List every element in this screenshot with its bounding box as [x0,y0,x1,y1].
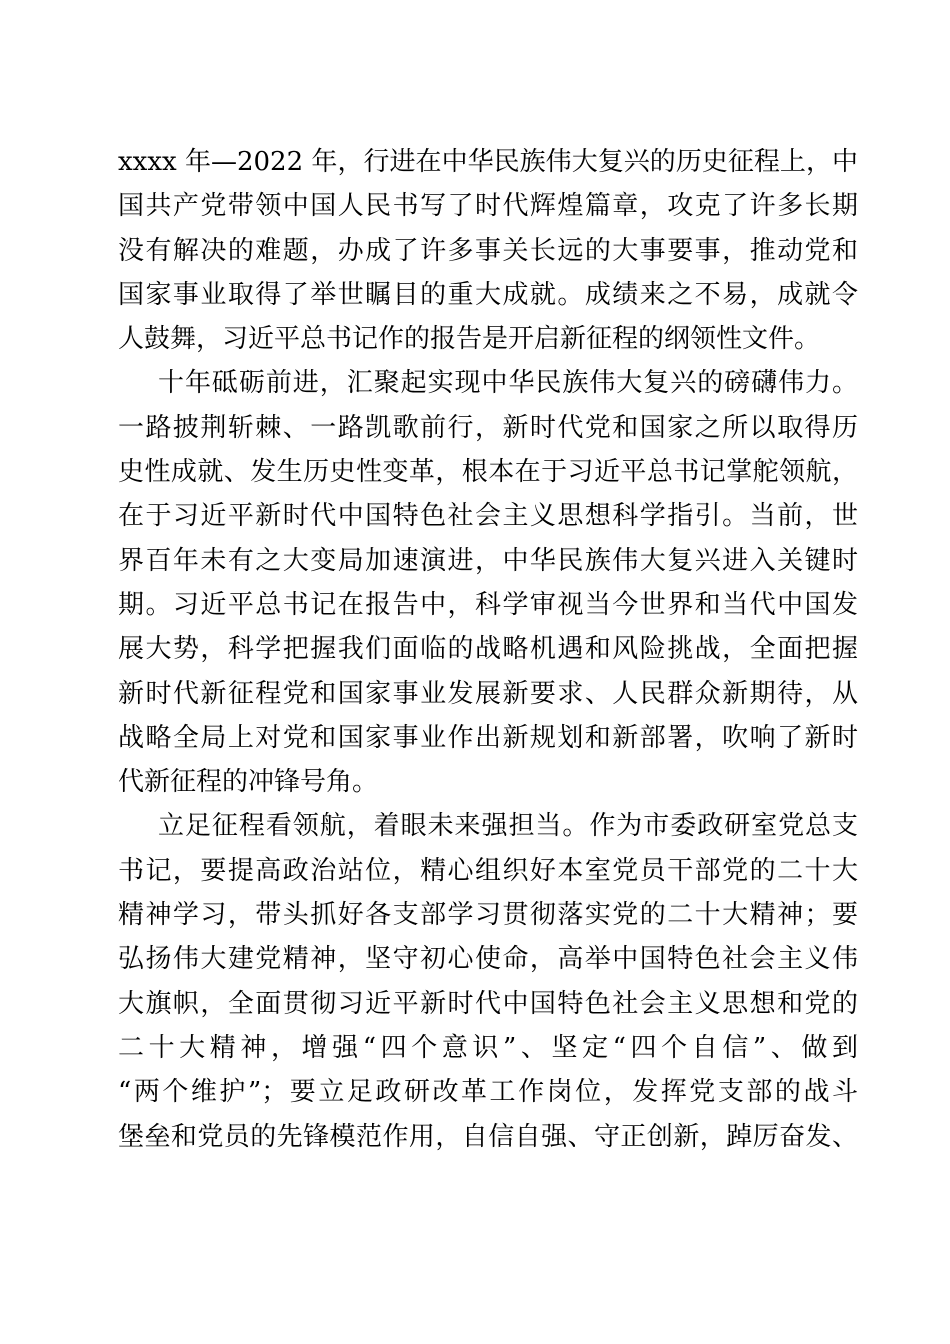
text-line: 国共产党带领中国人民书写了时代辉煌篇章，攻克了许多长期 [118,191,858,222]
text-line: 展大势，科学把握我们面临的战略机遇和风险挑战，全面把握 [118,634,858,665]
text-line: 立足征程看领航，着眼未来强担当。作为市委政研室党总支 [158,811,858,842]
text-line: 在于习近平新时代中国特色社会主义思想科学指引。当前，世 [118,501,858,532]
text-line: 弘扬伟大建党精神，坚守初心使命，高举中国特色社会主义伟 [118,944,858,975]
text-line: 战略全局上对党和国家事业作出新规划和新部署，吹响了新时 [118,722,858,753]
text-line: 大旗帜，全面贯彻习近平新时代中国特色社会主义思想和党的 [118,988,858,1019]
text-line: 新时代新征程党和国家事业发展新要求、人民群众新期待，从 [118,678,858,709]
text-line: 史性成就、发生历史性变革，根本在于习近平总书记掌舵领航， [118,457,858,488]
text-line: 书记，要提高政治站位，精心组织好本室党员干部党的二十大 [118,855,858,886]
text-line: 人鼓舞，习近平总书记作的报告是开启新征程的纲领性文件。 [118,324,821,355]
text-line: 没有解决的难题，办成了许多事关长远的大事要事，推动党和 [118,235,858,266]
text-line: 十年砥砺前进，汇聚起实现中华民族伟大复兴的磅礴伟力。 [158,368,858,399]
body-text [118,140,858,1159]
text-line: xxxx 年—2022 年，行进在中华民族伟大复兴的历史征程上，中 [118,147,858,177]
text-line: 二十大精神，增强“四个意识”、坚定“四个自信”、做到 [118,1032,858,1063]
text-line: 期。习近平总书记在报告中，科学审视当今世界和当代中国发 [118,589,858,620]
text-line: 精神学习，带头抓好各支部学习贯彻落实党的二十大精神；要 [118,900,858,931]
text-line: 国家事业取得了举世瞩目的重大成就。成绩来之不易，成就令 [118,279,858,310]
text-line: 堡垒和党员的先锋模范作用，自信自强、守正创新，踔厉奋发、 [118,1121,858,1152]
text-line: “两个维护”；要立足政研改革工作岗位，发挥党支部的战斗 [118,1077,858,1108]
text-line: 界百年未有之大变局加速演进，中华民族伟大复兴进入关键时 [118,545,858,576]
text-line: 一路披荆斩棘、一路凯歌前行，新时代党和国家之所以取得历 [118,412,858,443]
text-line: 代新征程的冲锋号角。 [118,767,379,798]
